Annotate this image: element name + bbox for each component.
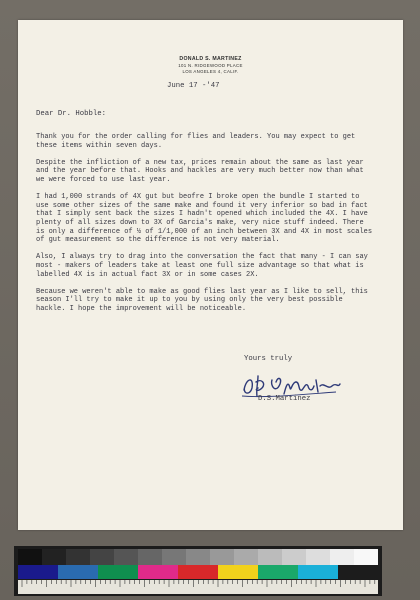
gray-patch [354, 549, 378, 565]
gray-patch [18, 549, 42, 565]
letterhead-name: DONALD S. MARTINEZ [179, 56, 242, 62]
gray-patch [66, 549, 90, 565]
gray-patch [42, 549, 66, 565]
gray-patch [330, 549, 354, 565]
color-patch [58, 565, 98, 579]
color-patch [18, 565, 58, 579]
ruler [18, 580, 378, 594]
color-patch [98, 565, 138, 579]
gray-patch [114, 549, 138, 565]
gray-patch [282, 549, 306, 565]
color-patch-strip [18, 565, 378, 579]
letterhead-city: LOS ANGELES 4, CALIF. [182, 69, 239, 74]
paragraph: I had 1,000 strands of 4X gut but beofre I broke open the bundle I started to use some other sizes of the same make and found it very inferior so bad in fact that I simply sent back the sizes I hadn't opened which included the 4X. I have plenty of all sizes down to 3X of Garcia's make, very nice stuff indeed. There is only a difference of ½ of 1/1,000 of an inch between 3X and 4X in most scales of gut measurement so the difference is not very material. [36, 193, 373, 245]
gray-patch [234, 549, 258, 565]
letterhead-street: 101 N. RIDGEWOOD PLACE [178, 63, 243, 68]
gray-patch [258, 549, 282, 565]
paragraph: Despite the infliction of a new tax, prices remain about the same as last year and the year before that. Hooks and hackles are very much better now than what we were forced to use last year. [36, 158, 364, 184]
color-patch [258, 565, 298, 579]
gray-patch [186, 549, 210, 565]
gray-patch [306, 549, 330, 565]
gray-scale-strip [18, 549, 378, 565]
paragraph: Also, I always try to drag into the conversation the fact that many - I can say most - makers of leaders take at least one full size advantage so that what is labelled 4X is in actual fact 3X or in some cases 2X. [36, 253, 368, 279]
color-patch [138, 565, 178, 579]
gray-patch [162, 549, 186, 565]
gray-patch [90, 549, 114, 565]
color-patch [178, 565, 218, 579]
gray-patch [138, 549, 162, 565]
color-calibration-card [14, 546, 382, 596]
salutation: Dear Dr. Hobble: [36, 110, 107, 118]
typed-signature-name: D.S.Martinez [258, 395, 311, 403]
gray-patch [210, 549, 234, 565]
paragraph: Because we weren't able to make as good flies last year as I like to sell, this season I'll try to make it up to you by using only the very best possible hackle. I hope the improvement will be noticeable. [36, 287, 368, 313]
letter-date: June 17 -'47 [167, 82, 220, 90]
closing: Yours truly [244, 355, 293, 363]
color-patch [338, 565, 378, 579]
paragraph: Thank you for the order calling for flies and leaders. You may expect to get these items within seven days. [36, 133, 356, 150]
color-patch [218, 565, 258, 579]
color-patch [298, 565, 338, 579]
letterhead [18, 56, 403, 75]
letter-body [36, 133, 376, 322]
